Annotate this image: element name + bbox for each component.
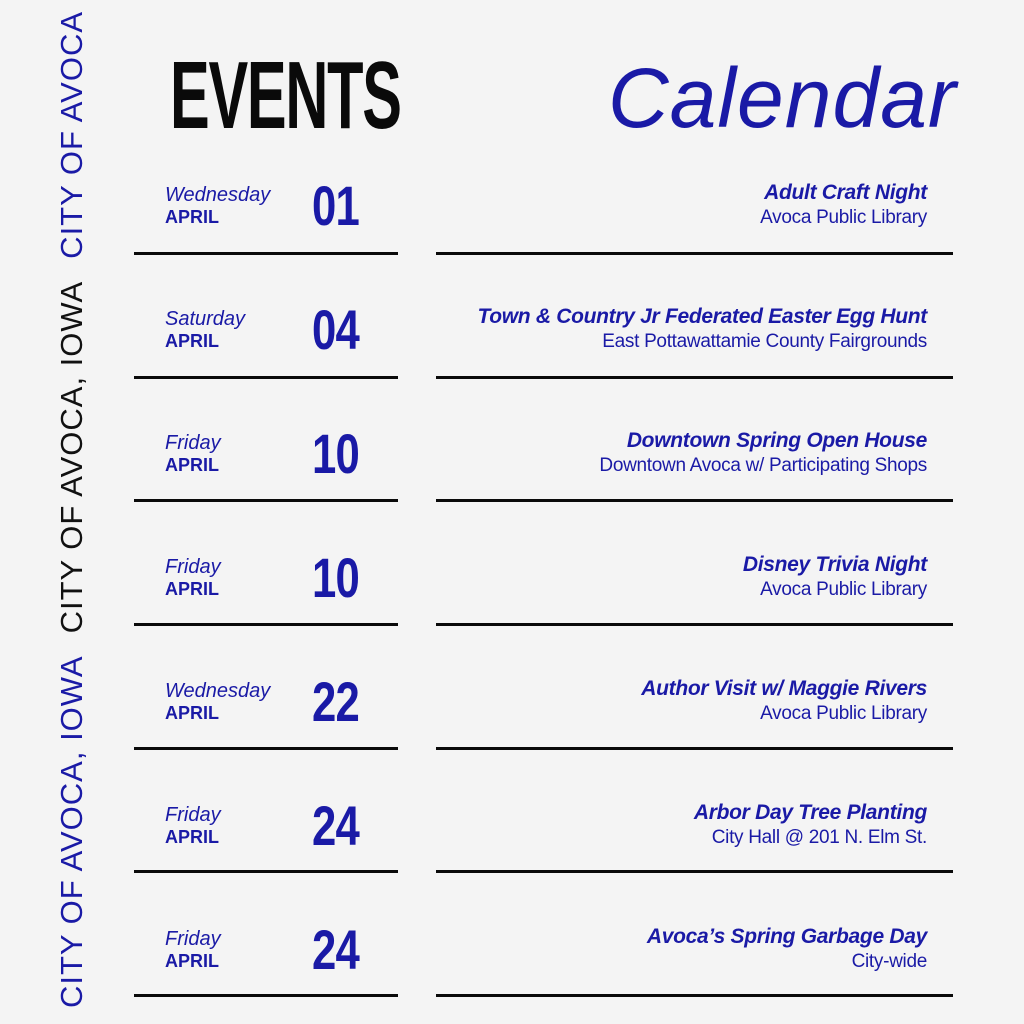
- side-banner-text: [56, 0, 87, 1008]
- divider-right: [436, 499, 953, 502]
- event-day: 10: [312, 546, 360, 609]
- divider-left: [134, 623, 398, 626]
- event-day: 04: [312, 298, 360, 361]
- divider-right: [436, 994, 953, 997]
- side-text-2: CITY OF AVOCA, IOWA: [54, 280, 89, 634]
- event-weekday: Friday: [165, 432, 221, 454]
- event-day: 22: [312, 670, 360, 733]
- event-title: Town & Country Jr Federated Easter Egg Hunt: [477, 305, 927, 328]
- divider-right: [436, 747, 953, 750]
- event-day: 24: [312, 918, 360, 981]
- event-title: Avoca’s Spring Garbage Day: [646, 925, 927, 948]
- event-location: City-wide: [851, 951, 927, 972]
- event-location: East Pottawattamie County Fairgrounds: [602, 331, 927, 352]
- event-weekday: Friday: [165, 804, 221, 826]
- event-title: Disney Trivia Night: [742, 553, 927, 576]
- divider-left: [134, 252, 398, 255]
- title-calendar: Calendar: [608, 51, 957, 145]
- event-weekday: Wednesday: [165, 184, 271, 206]
- event-title: Adult Craft Night: [764, 181, 927, 204]
- divider-left: [134, 499, 398, 502]
- side-text-1: CITY OF AVOCA, IOWA: [54, 655, 89, 1008]
- event-title: Arbor Day Tree Planting: [693, 801, 927, 824]
- event-day: 01: [312, 174, 360, 237]
- page-title: [170, 42, 957, 149]
- divider-left: [134, 994, 398, 997]
- divider-right: [436, 623, 953, 626]
- divider-right: [436, 252, 953, 255]
- divider-left: [134, 870, 398, 873]
- side-text-3: CITY OF AVOCA: [54, 10, 89, 259]
- event-month: APRIL: [165, 703, 219, 723]
- event-location: Avoca Public Library: [760, 703, 927, 724]
- event-location: Avoca Public Library: [760, 579, 927, 600]
- event-weekday: Friday: [165, 556, 221, 578]
- title-events: EVENTS: [170, 42, 401, 149]
- event-month: APRIL: [165, 827, 219, 847]
- event-day: 10: [312, 422, 360, 485]
- event-month: APRIL: [165, 331, 219, 351]
- event-month: APRIL: [165, 207, 219, 227]
- divider-left: [134, 376, 398, 379]
- event-day: 24: [312, 794, 360, 857]
- divider-left: [134, 747, 398, 750]
- side-banner: [0, 0, 89, 1024]
- event-month: APRIL: [165, 579, 219, 599]
- event-month: APRIL: [165, 455, 219, 475]
- event-title: Author Visit w/ Maggie Rivers: [641, 677, 927, 700]
- event-title: Downtown Spring Open House: [626, 429, 927, 452]
- event-month: APRIL: [165, 951, 219, 971]
- divider-right: [436, 870, 953, 873]
- event-location: City Hall @ 201 N. Elm St.: [711, 827, 927, 848]
- event-location: Avoca Public Library: [760, 207, 927, 228]
- event-weekday: Friday: [165, 928, 221, 950]
- event-location: Downtown Avoca w/ Participating Shops: [599, 455, 927, 476]
- divider-right: [436, 376, 953, 379]
- event-weekday: Wednesday: [165, 680, 271, 702]
- event-weekday: Saturday: [165, 308, 246, 330]
